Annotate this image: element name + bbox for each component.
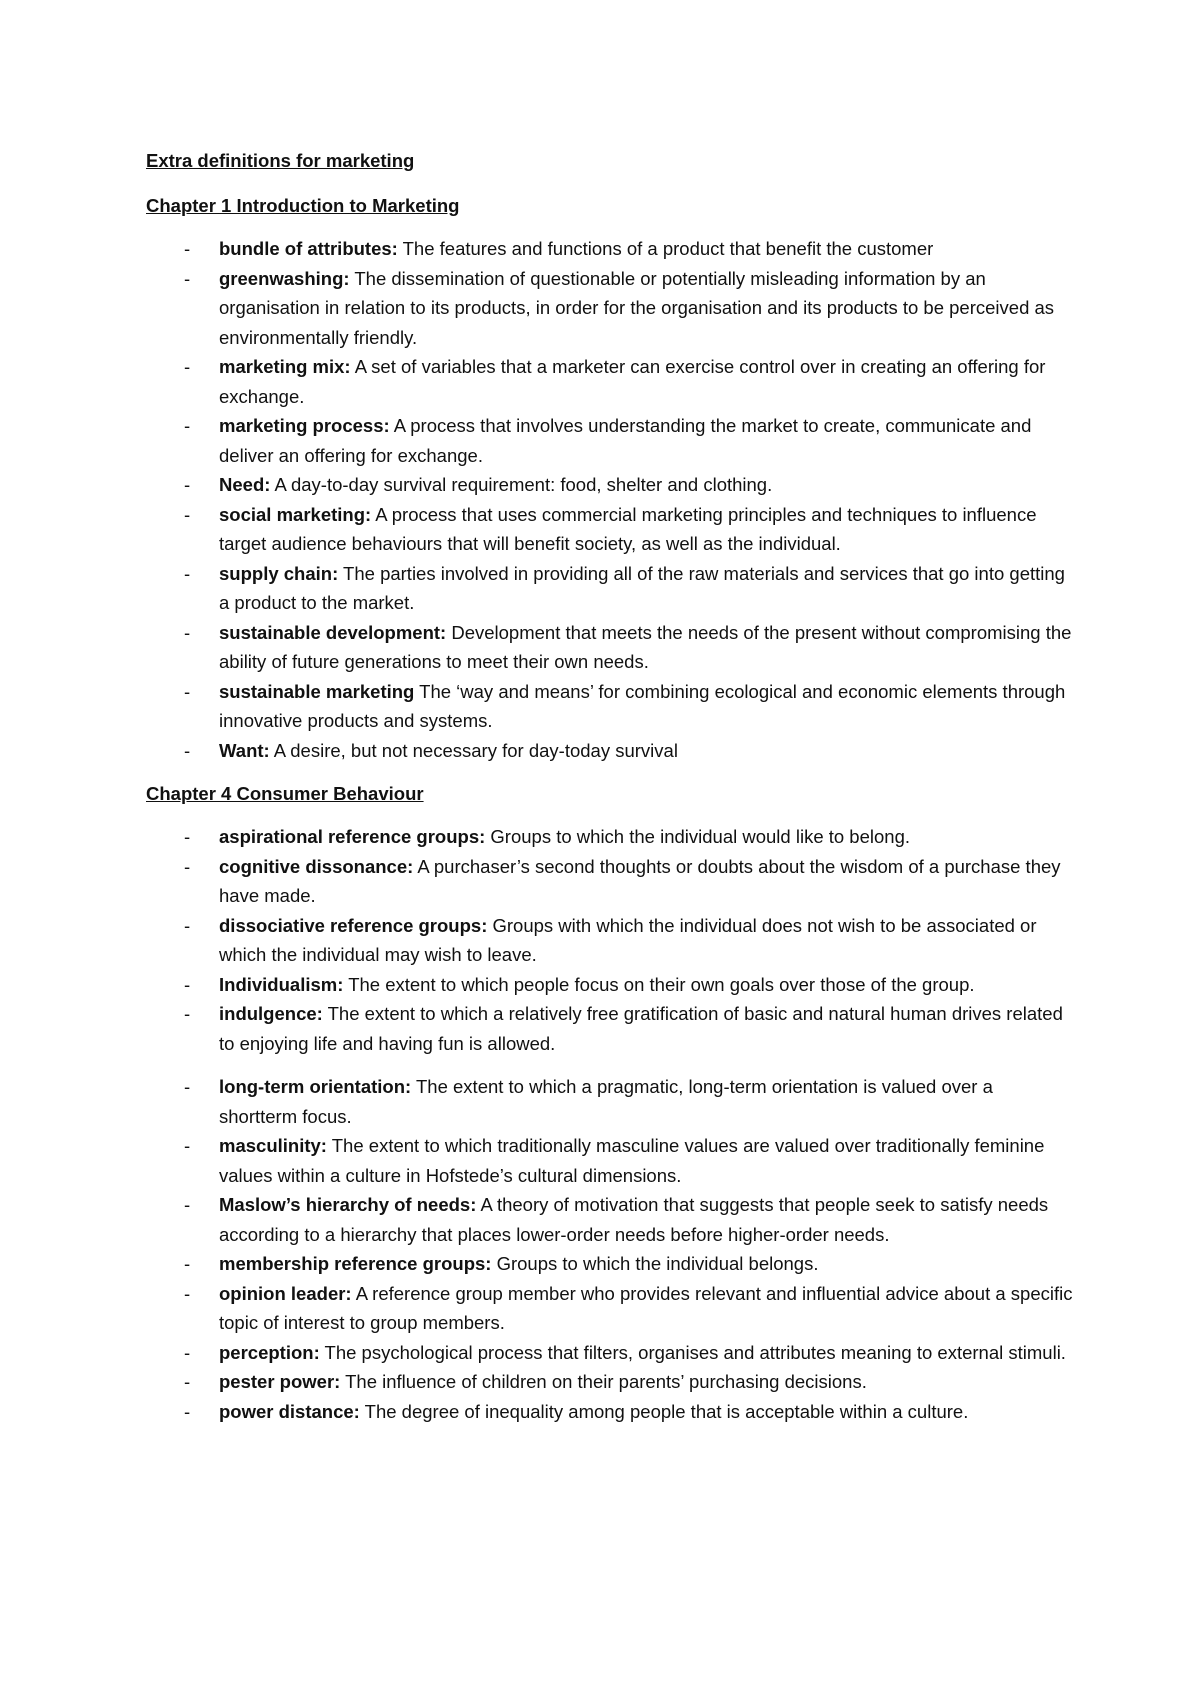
definition-item [146,1338,1076,1368]
definition-text: Groups with which the individual does not wish to be associated or which the individual may wish to leave. [219,914,1037,965]
document-body [146,146,1076,1440]
definition-text: The extent to which traditionally masculine values are valued over traditionally feminine values within a culture in Hofstede’s cultural dimensions. [219,1135,1045,1186]
definition-term: masculinity: [219,1135,327,1156]
definition-item [146,559,1076,618]
definition-text: A reference group member who provides relevant and influential advice about a specific topic of interest to group members. [219,1282,1073,1333]
bullet-dash: - [184,267,191,289]
definition-item [146,1190,1076,1249]
chapter-1-heading: Chapter 1 Introduction to Marketing [146,195,460,216]
definition-item [146,264,1076,353]
definition-item [146,1367,1076,1397]
definition-item [146,822,1076,852]
definition-item [146,411,1076,470]
bullet-dash: - [184,1003,191,1024]
bullet-dash: - [184,973,191,995]
bullet-dash: - [184,1282,191,1304]
definition-term: long-term orientation: [219,1076,412,1097]
bullet-dash: - [184,914,191,936]
definition-term: marketing process: [219,415,390,436]
definition-term: aspirational reference groups: [219,826,486,847]
bullet-dash: - [184,503,191,525]
definition-term: sustainable marketing [219,680,415,702]
bullet-dash: - [184,415,191,436]
definition-item [146,500,1076,559]
definition-term: greenwashing: [219,267,350,289]
definition-term: Individualism: [219,973,344,995]
chapter-4-definition-list [146,822,1076,1426]
definition-item [146,970,1076,1000]
definition-text: The extent to which a relatively free gratification of basic and natural human drives related to enjoying life and having fun is allowed. [219,1003,1063,1054]
definition-item [146,1279,1076,1338]
bullet-dash: - [184,562,191,584]
definition-term: marketing mix: [219,356,351,377]
definition-text: A day-to-day survival requirement: food, shelter and clothing. [270,474,773,495]
definition-text: A set of variables that a marketer can exercise control over in creating an offering for exchange. [219,356,1046,407]
bullet-dash: - [184,855,191,877]
definition-term: opinion leader: [219,1282,352,1304]
definition-term: sustainable development: [219,621,447,643]
chapter-4-heading: Chapter 4 Consumer Behaviour [146,783,424,804]
definition-term: cognitive dissonance: [219,855,414,877]
bullet-dash: - [184,621,191,643]
definition-term: indulgence: [219,1003,323,1024]
bullet-dash: - [184,1076,191,1097]
definition-text: Groups to which the individual would like to belong. [485,826,911,847]
definition-item [146,1072,1076,1131]
definition-term: Maslow’s hierarchy of needs: [219,1194,477,1215]
document-title: Extra definitions for marketing [146,150,415,171]
chapter-1-definition-list [146,234,1076,765]
bullet-dash: - [184,356,191,377]
definition-item [146,911,1076,970]
bullet-dash: - [184,1371,191,1392]
definition-term: dissociative reference groups: [219,914,488,936]
definition-text: Groups to which the individual belongs. [491,1253,819,1274]
definition-item [146,234,1076,264]
bullet-dash: - [184,1400,191,1422]
definition-item [146,852,1076,911]
definition-term: membership reference groups: [219,1253,492,1274]
definition-term: bundle of attributes: [219,238,398,259]
definition-item [146,618,1076,677]
definition-text: The extent to which a pragmatic, long-term orientation is valued over a shortterm focus. [219,1076,993,1127]
definition-text: A process that uses commercial marketing principles and techniques to influence target audience behaviours that will benefit society, as well as the individual. [219,503,1037,554]
definition-item [146,677,1076,736]
bullet-dash: - [184,238,191,259]
definition-text: The extent to which people focus on their own goals over those of the group. [343,973,975,995]
definition-text: The features and functions of a product that benefit the customer [397,238,934,259]
definition-term: Need: [219,474,271,495]
bullet-dash: - [184,1341,191,1363]
definition-term: pester power: [219,1371,341,1392]
definition-text: The degree of inequality among people that is acceptable within a culture. [359,1400,969,1422]
bullet-dash: - [184,1253,191,1274]
definition-term: Want: [219,739,270,761]
definition-term: perception: [219,1341,320,1363]
definition-text: A process that involves understanding the market to create, communicate and deliver an offering for exchange. [219,415,1032,466]
definition-term: social marketing: [219,503,372,525]
definition-term: supply chain: [219,562,339,584]
bullet-dash: - [184,1135,191,1156]
definition-item [146,736,1076,766]
definition-text: The parties involved in providing all of the raw materials and services that go into getting a product to the market. [219,562,1065,613]
definition-text: The psychological process that filters, organises and attributes meaning to external stimuli. [319,1341,1066,1363]
bullet-dash: - [184,680,191,702]
definition-item [146,470,1076,500]
definition-text: The dissemination of questionable or potentially misleading information by an organisation in relation to its products, in order for the organisation and its products to be perceived as environmentally friendly. [219,267,1055,348]
bullet-dash: - [184,1194,191,1215]
definition-text: The ‘way and means’ for combining ecological and economic elements through innovative products and systems. [219,680,1066,731]
definition-text: Development that meets the needs of the present without compromising the ability of future generations to meet their own needs. [219,621,1072,672]
definition-item [146,1397,1076,1427]
definition-text: The influence of children on their parents’ purchasing decisions. [340,1371,867,1392]
bullet-dash: - [184,826,191,847]
definition-item [146,999,1076,1058]
definition-text: A theory of motivation that suggests that people seek to satisfy needs according to a hierarchy that places lower-order needs before higher-order needs. [219,1194,1049,1245]
bullet-dash: - [184,739,191,761]
definition-item [146,352,1076,411]
definition-term: power distance: [219,1400,360,1422]
bullet-dash: - [184,474,191,495]
definition-item [146,1249,1076,1279]
definition-text: A desire, but not necessary for day-today survival [269,739,678,761]
definition-text: A purchaser’s second thoughts or doubts about the wisdom of a purchase they have made. [219,855,1061,906]
definition-item [146,1131,1076,1190]
